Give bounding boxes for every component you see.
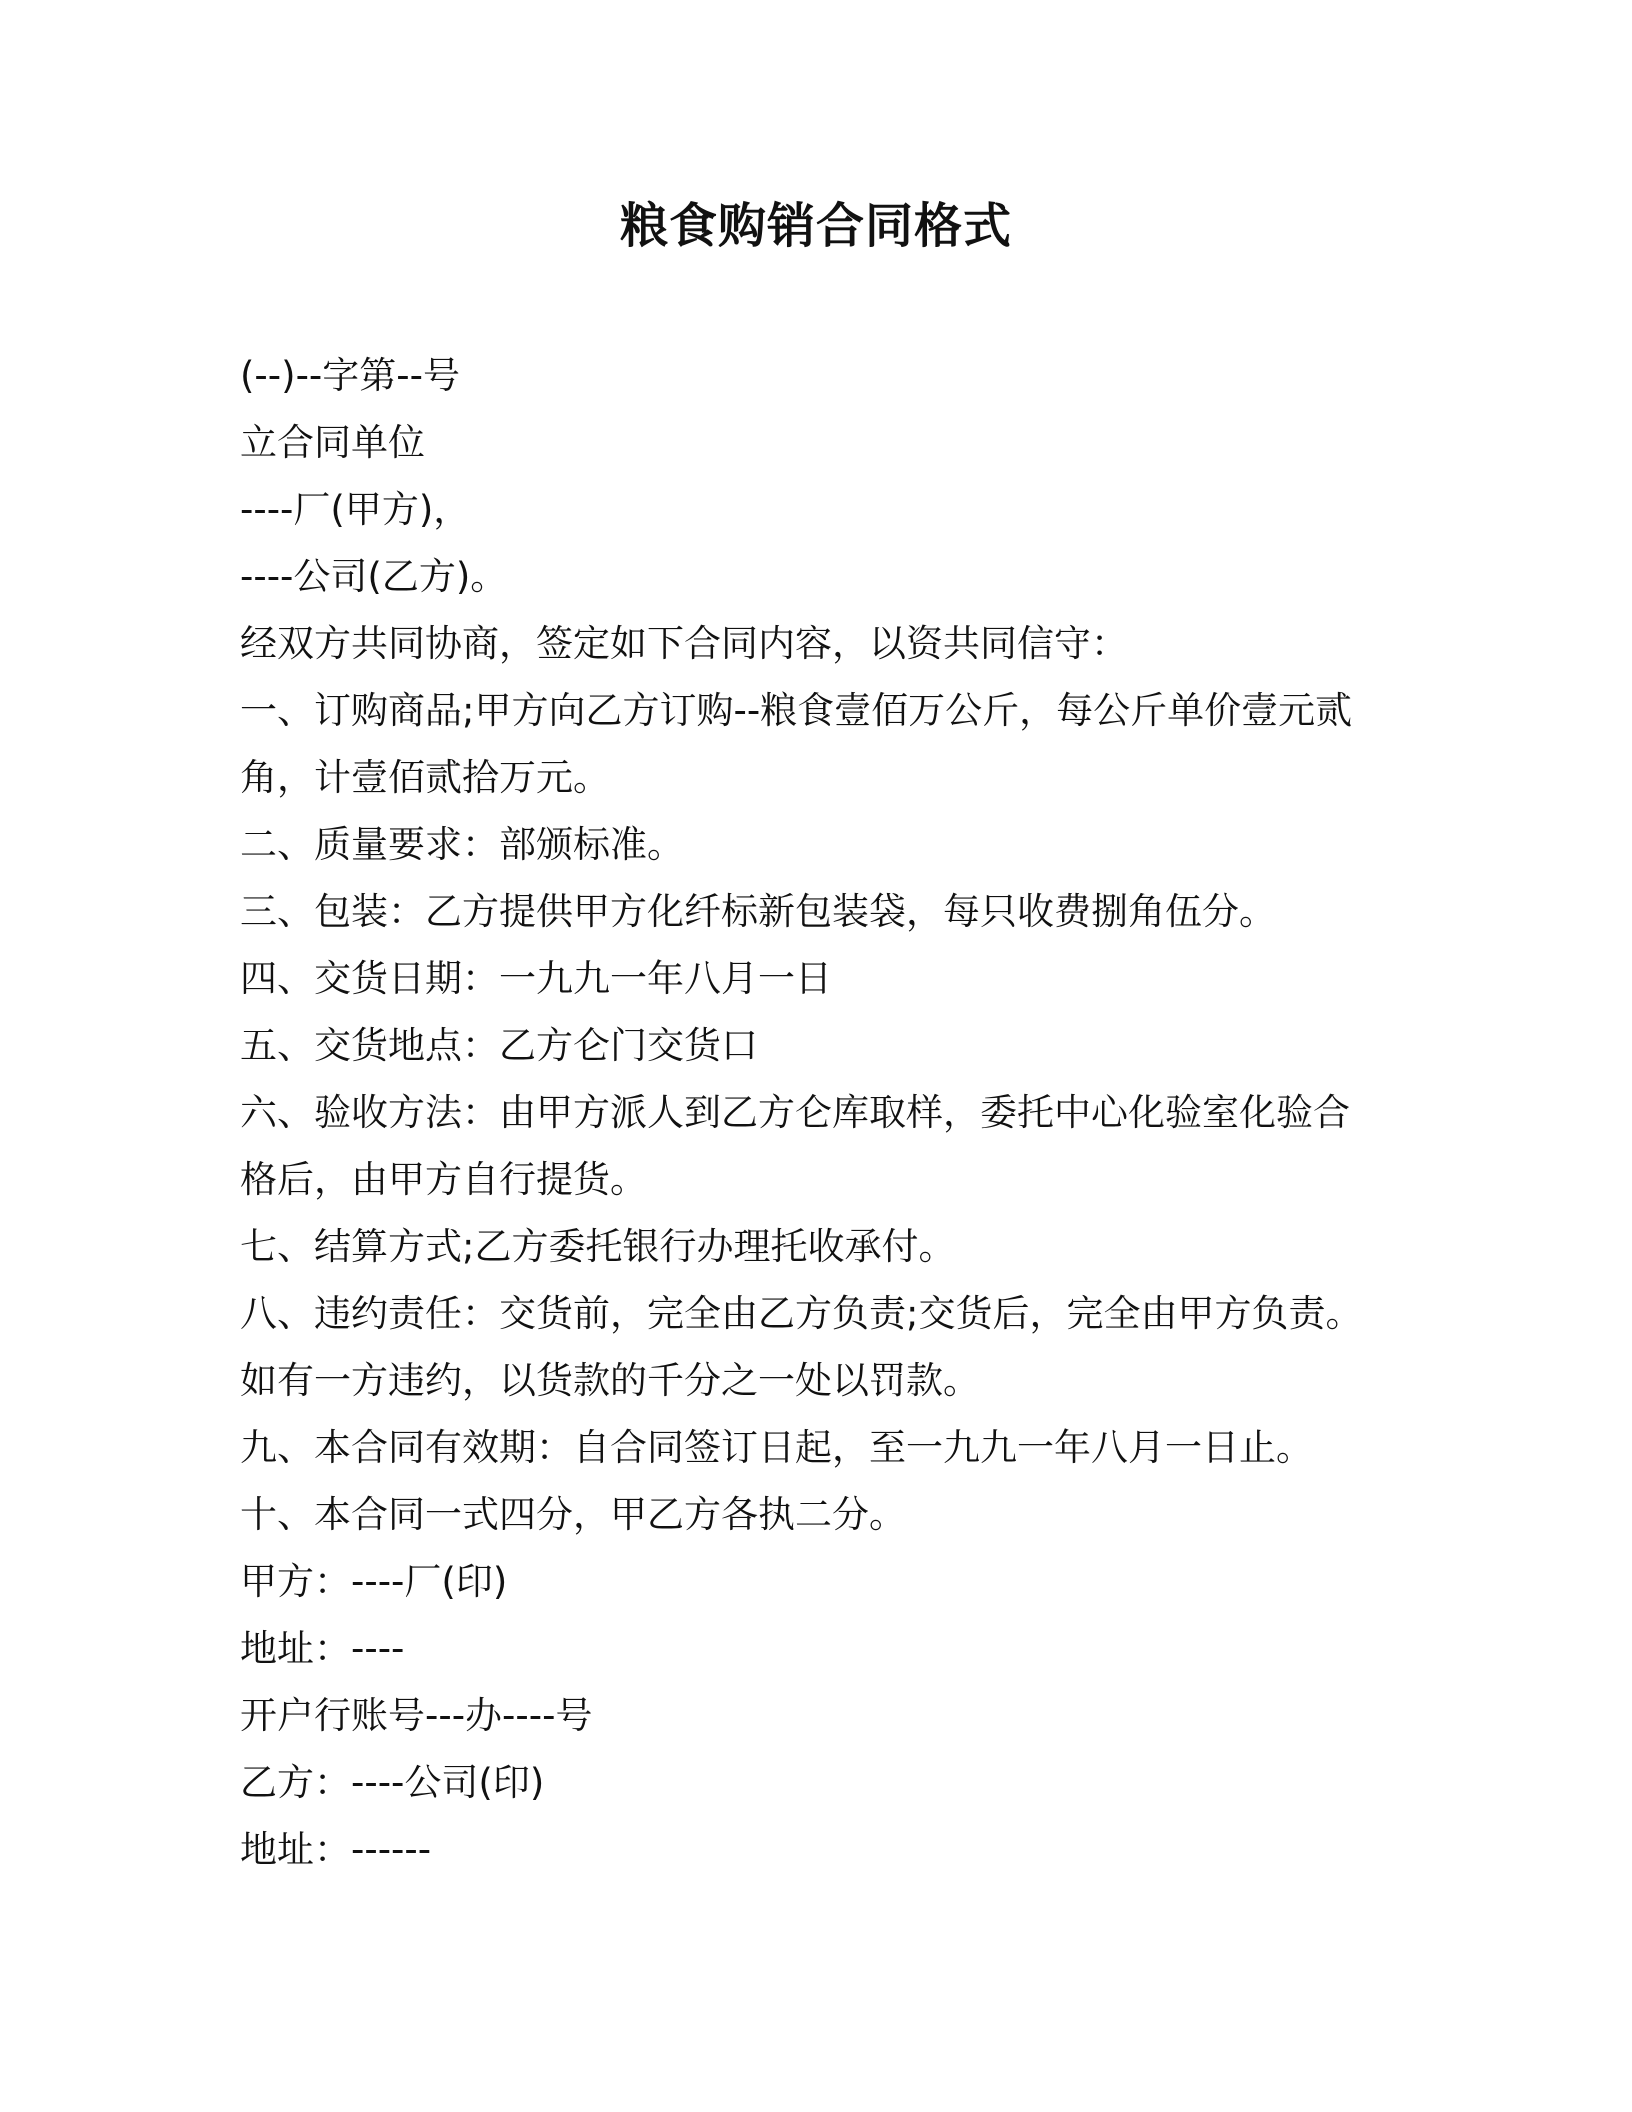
clause-4: 四、交货日期：一九九一年八月一日	[240, 957, 832, 1000]
clause-3: 三、包装：乙方提供甲方化纤标新包装袋，每只收费捌角伍分。	[240, 890, 1276, 933]
party-a-signature: 甲方：----厂(印)	[240, 1560, 508, 1603]
clause-2: 二、质量要求：部颁标准。	[240, 823, 684, 866]
party-b-line: ----公司(乙方)。	[240, 555, 508, 598]
clause-1-line-2: 角，计壹佰贰拾万元。	[240, 756, 610, 799]
party-b-signature: 乙方：----公司(印)	[240, 1761, 545, 1804]
party-a-line: ----厂(甲方)，	[240, 488, 471, 531]
clause-10: 十、本合同一式四分，甲乙方各执二分。	[240, 1493, 906, 1536]
clause-8-line-1: 八、违约责任：交货前，完全由乙方负责;交货后，完全由甲方负责。	[240, 1292, 1363, 1335]
clause-6-line-2: 格后，由甲方自行提货。	[240, 1158, 647, 1201]
party-a-bank-account: 开户行账号---办----号	[240, 1694, 593, 1737]
party-a-address: 地址：----	[240, 1627, 405, 1670]
party-b-address: 地址：------	[240, 1828, 432, 1871]
clause-1-line-1: 一、订购商品;甲方向乙方订购--粮食壹佰万公斤，每公斤单价壹元贰	[240, 689, 1353, 732]
clause-9: 九、本合同有效期：自合同签订日起，至一九九一年八月一日止。	[240, 1426, 1313, 1469]
clause-6-line-1: 六、验收方法：由甲方派人到乙方仑库取样，委托中心化验室化验合	[240, 1091, 1350, 1134]
document-title: 粮食购销合同格式	[619, 198, 1012, 254]
clause-5: 五、交货地点：乙方仑门交货口	[240, 1024, 758, 1067]
clause-7: 七、结算方式;乙方委托银行办理托收承付。	[240, 1225, 956, 1268]
contract-number-line: (--)--字第--号	[240, 354, 460, 397]
clause-8-line-2: 如有一方违约，以货款的千分之一处以罚款。	[240, 1359, 980, 1402]
preamble-line: 经双方共同协商，签定如下合同内容，以资共同信守：	[240, 622, 1128, 665]
document-body	[240, 342, 1390, 1883]
parties-heading: 立合同单位	[240, 421, 425, 464]
